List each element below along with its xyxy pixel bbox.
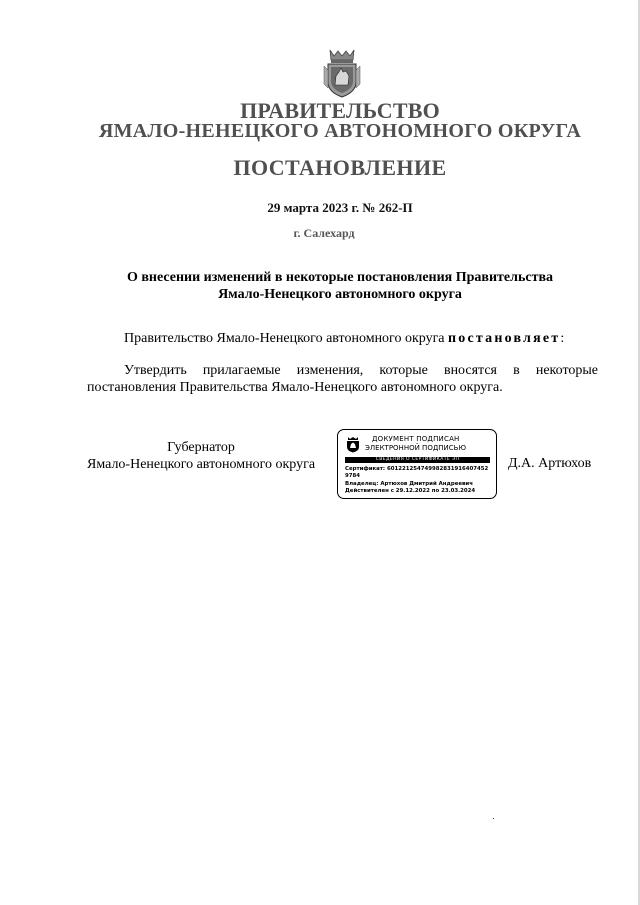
document-date-number: 29 марта 2023 г. № 262-П	[267, 200, 413, 215]
signatory-position	[87, 439, 315, 473]
yamal-nenets-coat-of-arms-icon	[322, 48, 362, 98]
stamp-title-line2: ЭЛЕКТРОННОЙ ПОДПИСЬЮ	[365, 444, 467, 452]
stamp-validity: Действителен с 29.12.2022 по 23.03.2024	[345, 488, 476, 494]
document-subject-line2: Ямало-Ненецкого автономного округа	[218, 287, 462, 302]
government-region: ЯМАЛО-НЕНЕЦКОГО АВТОНОМНОГО ОКРУГА	[98, 120, 582, 142]
electronic-signature-stamp	[337, 429, 497, 499]
stamp-certificate-header: СВЕДЕНИЯ О СЕРТИФИКАТЕ ЭП	[345, 457, 490, 463]
page-dot-mark	[493, 818, 494, 819]
resolution-intro-colon: :	[560, 331, 565, 346]
signatory-name: Д.А. Артюхов	[508, 456, 592, 471]
signatory-region: Ямало-Ненецкого автономного округа	[87, 457, 316, 472]
resolves-word: постановляет	[448, 331, 561, 346]
resolution-text: Утвердить прилагаемые изменения, которые вносятся в некоторые постановления Правительства Ямало-Ненецкого автономного округа.	[87, 363, 598, 395]
document-subject-line1: О внесении изменений в некоторые постановления Правительства	[126, 270, 554, 285]
government-title: ПРАВИТЕЛЬСТВО	[240, 98, 440, 123]
stamp-certificate: Сертификат: 601221254749982831916407452	[345, 466, 489, 472]
stamp-certificate-tail: 9784	[345, 473, 361, 479]
stamp-title-line1: ДОКУМЕНТ ПОДПИСАН	[372, 435, 460, 443]
stamp-owner: Владелец: Артюхов Дмитрий Андреевич	[345, 481, 473, 487]
document-city: г. Салехард	[293, 226, 355, 240]
coat-of-arms-small-icon	[346, 436, 360, 453]
document-type: ПОСТАНОВЛЕНИЕ	[233, 155, 447, 180]
resolution-intro	[87, 330, 598, 347]
signatory-title: Губернатор	[167, 440, 235, 455]
resolution-intro-text: Правительство Ямало-Ненецкого автономного округа	[124, 331, 445, 346]
